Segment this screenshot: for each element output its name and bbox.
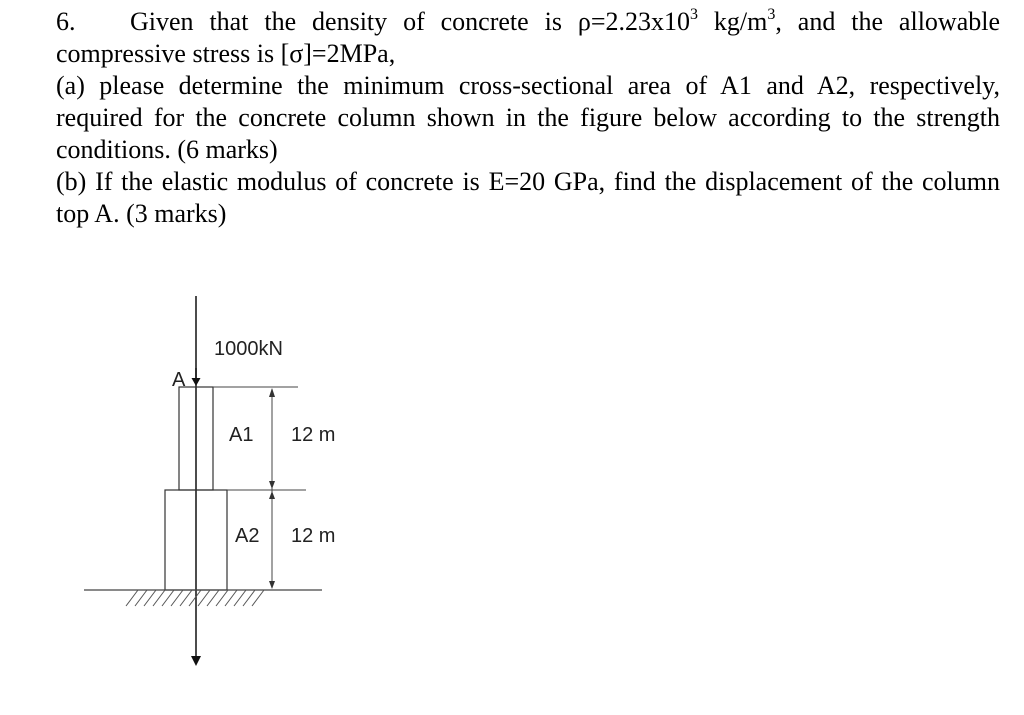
axis-arrow [191,656,201,666]
dim-arrow-top [269,388,275,397]
dim-arrow-upper-bottom [269,481,275,489]
allowable-text: , and the allowable [775,7,1000,36]
dim-arrow-lower-top [269,491,275,499]
lower-length-label: 12 m [291,525,336,547]
ground-hatching [126,590,264,606]
unit-exponent: 3 [767,6,776,23]
density-unit-text: kg/m [698,7,768,36]
question-part-a: (a) please determine the minimum cross-sectional area of A1 and A2, respectively, required for the concrete column shown in the figure below according to the strength conditions. (6 marks) [56,71,1000,164]
dim-arrow-bottom [269,581,275,589]
question-number: 6. [56,7,76,36]
question-line-2: compressive stress is [σ]=2MPa, [56,39,396,68]
question-intro-text: Given that the density of concrete is ρ=2.23x10 [130,7,690,36]
upper-length-label: 12 m [291,424,336,446]
load-arrow-head [192,378,201,386]
load-label: 1000kN [214,338,283,360]
lower-area-label: A2 [235,525,260,547]
point-a-label: A [172,369,186,391]
density-exponent: 3 [690,6,698,23]
question-part-b: (b) If the elastic modulus of concrete is E=20 GPa, find the displacement of the column top A. (3 marks) [56,167,1000,228]
upper-area-label: A1 [229,424,254,446]
